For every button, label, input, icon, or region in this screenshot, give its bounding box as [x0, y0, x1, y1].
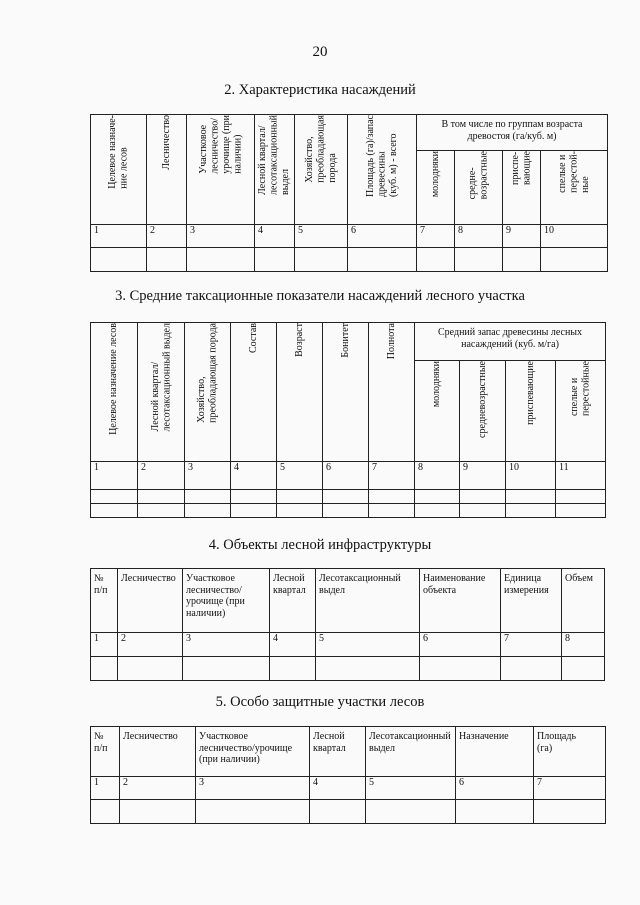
- s5-num-cell: 7: [534, 777, 606, 800]
- s4-num-cell: 1: [91, 633, 118, 657]
- s2-sub-mature: спелые и перестой- ные: [541, 151, 608, 225]
- s5-num-cell: 5: [366, 777, 456, 800]
- s3-num-cell: 8: [415, 462, 460, 490]
- s2-header-age-groups: В том числе по группам возраста древостоя (га/куб. м): [417, 115, 608, 151]
- s3-num-cell: 1: [91, 462, 138, 490]
- s3-header-density: Полнота: [369, 323, 415, 462]
- s3-header-species: Хозяйство, преобладающая порода: [185, 323, 231, 462]
- s2-empty-row: [91, 248, 608, 272]
- page-number: 20: [312, 44, 328, 60]
- s5-num-cell: 3: [196, 777, 310, 800]
- s3-num-cell: 4: [231, 462, 277, 490]
- s4-header-quarter: Лесной квартал: [270, 569, 316, 633]
- s2-header-district: Участковое лесничество/ урочище (при наличии): [187, 115, 255, 225]
- s5-empty-row: [91, 800, 606, 824]
- s2-header-area: Площадь (га)/запас древесины (куб. м) - всего: [348, 115, 417, 225]
- s2-num-cell: 3: [187, 225, 255, 248]
- section-3-title: 3. Средние таксационные показатели насаждений лесного участка: [115, 288, 525, 304]
- s2-num-cell: 9: [503, 225, 541, 248]
- s3-num-cell: 9: [460, 462, 506, 490]
- s3-sub-mature: спелые и перестойные: [556, 361, 606, 462]
- s3-header-stock: Средний запас древесины лесных насаждений (куб. м/га): [415, 323, 606, 361]
- s2-num-cell: 7: [417, 225, 455, 248]
- s3-num-cell: 2: [138, 462, 185, 490]
- s4-num-cell: 8: [562, 633, 605, 657]
- s4-empty-row: [91, 657, 605, 681]
- s3-num-cell: 7: [369, 462, 415, 490]
- s5-header-plot: Лесотаксационный выдел: [366, 727, 456, 777]
- s2-num-cell: 4: [255, 225, 295, 248]
- section-5-table: [90, 726, 606, 824]
- section-4-title: 4. Объекты лесной инфраструктуры: [208, 537, 432, 553]
- s2-num-cell: 1: [91, 225, 147, 248]
- s2-header-species: Хозяйство, преобладающая порода: [295, 115, 348, 225]
- s4-num-cell: 3: [183, 633, 270, 657]
- section-2-table: [90, 114, 608, 272]
- s3-num-cell: 3: [185, 462, 231, 490]
- s3-header-quarter: Лесной квартал/ лесотаксационный выдел: [138, 323, 185, 462]
- s4-header-district: Участковое лесничество/ урочище (при наличии): [183, 569, 270, 633]
- s3-num-cell: 5: [277, 462, 323, 490]
- s5-header-quarter: Лесной квартал: [310, 727, 366, 777]
- s5-header-num: № п/п: [91, 727, 120, 777]
- s5-header-area: Площадь (га): [534, 727, 606, 777]
- s3-num-cell: 10: [506, 462, 556, 490]
- s5-header-purpose: Назначение: [456, 727, 534, 777]
- s4-num-cell: 7: [501, 633, 562, 657]
- s2-sub-middle: средне- возрастные: [455, 151, 503, 225]
- s3-sub-young: молодняки: [415, 361, 460, 462]
- s4-header-volume: Объем: [562, 569, 605, 633]
- s4-header-plot: Лесотаксационный выдел: [316, 569, 420, 633]
- s5-num-cell: 1: [91, 777, 120, 800]
- s3-empty-row: [91, 490, 606, 504]
- s4-header-unit: Единица измерения: [501, 569, 562, 633]
- s3-header-composition: Состав: [231, 323, 277, 462]
- s3-header-purpose: Целевое назначение лесов: [91, 323, 138, 462]
- s2-sub-maturing: приспе- вающие: [503, 151, 541, 225]
- s5-num-cell: 6: [456, 777, 534, 800]
- s4-num-cell: 5: [316, 633, 420, 657]
- s3-empty-row: [91, 504, 606, 518]
- s2-header-forestry: Лесничество: [147, 115, 187, 225]
- s4-num-cell: 6: [420, 633, 501, 657]
- section-4-table: [90, 568, 605, 681]
- s4-header-object-name: Наименование объекта: [420, 569, 501, 633]
- s5-num-cell: 4: [310, 777, 366, 800]
- s4-num-cell: 2: [118, 633, 183, 657]
- s3-num-cell: 6: [323, 462, 369, 490]
- s2-header-quarter: Лесной квартал/ лесотаксационный выдел: [255, 115, 295, 225]
- section-3-table: [90, 322, 606, 518]
- s3-sub-maturing: приспевающие: [506, 361, 556, 462]
- s2-num-cell: 10: [541, 225, 608, 248]
- s2-num-cell: 5: [295, 225, 348, 248]
- s2-sub-young: молодняки: [417, 151, 455, 225]
- s4-header-forestry: Лесничество: [118, 569, 183, 633]
- s5-header-forestry: Лесничество: [120, 727, 196, 777]
- section-5-title: 5. Особо защитные участки лесов: [215, 694, 425, 710]
- s4-header-num: № п/п: [91, 569, 118, 633]
- s5-num-cell: 2: [120, 777, 196, 800]
- s4-num-cell: 4: [270, 633, 316, 657]
- s2-num-cell: 8: [455, 225, 503, 248]
- s5-header-district: Участковое лесничество/урочище (при наличии): [196, 727, 310, 777]
- s3-header-bonitet: Бонитет: [323, 323, 369, 462]
- s2-num-cell: 2: [147, 225, 187, 248]
- s3-header-age: Возраст: [277, 323, 323, 462]
- s3-num-cell: 11: [556, 462, 606, 490]
- section-2-title: 2. Характеристика насаждений: [224, 82, 416, 98]
- s2-header-purpose: Целевое назначе- ние лесов: [91, 115, 147, 225]
- s2-num-cell: 6: [348, 225, 417, 248]
- s3-sub-middle: средневозрастные: [460, 361, 506, 462]
